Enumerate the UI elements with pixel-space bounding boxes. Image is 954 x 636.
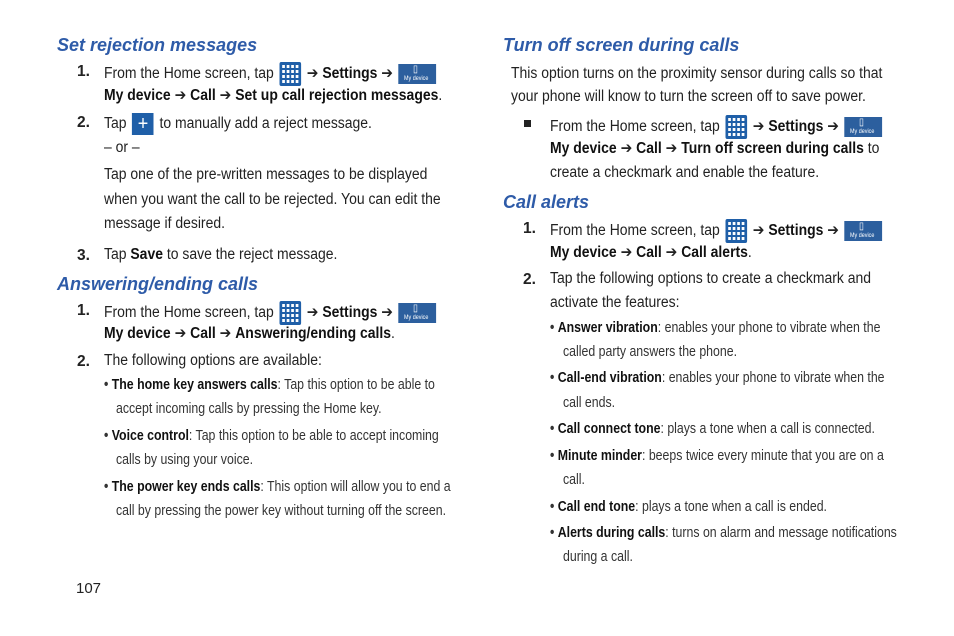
bullet-item [104, 376, 435, 394]
bullet-text-line: during a call. [563, 549, 633, 565]
arrow-icon: ➔ [827, 222, 839, 240]
bullet-item [550, 447, 884, 465]
device-icon-label: My device [404, 315, 429, 321]
settings-label: Settings [768, 118, 824, 136]
step-number: 1. [523, 220, 536, 237]
settings-label: Settings [322, 65, 378, 83]
square-bullet [524, 120, 531, 127]
bullet-text-line: accept incoming calls by pressing the Home key. [116, 401, 382, 417]
arrow-icon: ➔ [381, 65, 393, 83]
step-text-part: to save the reject message. [166, 246, 338, 263]
arrow-icon: ➔ [381, 304, 393, 322]
bullet-text: : plays a tone when a call is ended. [635, 499, 827, 515]
settings-label: Settings [322, 304, 378, 322]
paragraph-line: your phone will know to turn the screen off to save power. [511, 88, 866, 105]
step-number: 1. [77, 302, 90, 319]
my-device-icon: ▯ My device [399, 303, 437, 323]
bullet-text: : plays a tone when a call is connected. [660, 421, 875, 437]
step-text-part: to [867, 140, 880, 157]
bullet-item [550, 319, 880, 337]
arrow-icon: ➔ [752, 118, 765, 136]
step-text: create a checkmark and enable the feature. [550, 164, 820, 181]
step-text-part: Tap [104, 246, 127, 263]
arrow-icon: ➔ [620, 140, 633, 157]
menu-path: My device [104, 87, 171, 104]
bullet-text: : Tap this option to be able to accept incoming [188, 428, 439, 444]
step-text [550, 140, 879, 158]
bullet-text: : Tap this option to be able to [277, 377, 435, 393]
bullet-dot: • [104, 377, 109, 393]
menu-path: Call [636, 244, 662, 261]
menu-path: Call alerts [681, 244, 748, 261]
bullet-title: Call-end vibration [557, 370, 662, 386]
bullet-title: Voice control [111, 428, 189, 444]
bullet-title: The power key ends calls [111, 479, 261, 495]
bullet-title: Alerts during calls [557, 525, 666, 541]
bullet-dot: • [550, 370, 555, 386]
step-text [104, 113, 372, 135]
arrow-icon: ➔ [665, 140, 678, 157]
step-text [104, 246, 337, 264]
paragraph-line: when you want the call to be rejected. You can edit the [104, 191, 441, 208]
settings-label: Settings [768, 222, 824, 240]
bullet-item [104, 427, 439, 445]
bullet-item [550, 420, 875, 438]
section-heading-answering: Answering/ending calls [57, 274, 259, 294]
step-number: 3. [77, 247, 90, 264]
apps-grid-icon [725, 115, 747, 139]
plus-icon: + [132, 113, 154, 135]
bullet-item [550, 369, 885, 387]
menu-path: My device [104, 325, 171, 342]
paragraph-line: Tap one of the pre-written messages to be displayed [104, 166, 428, 183]
bullet-text: : This option will allow you to end a [260, 479, 451, 495]
step-text-part: to manually add a reject message. [159, 115, 372, 133]
step-text [550, 115, 884, 139]
arrow-icon: ➔ [306, 304, 319, 322]
or-separator: – or – [104, 139, 140, 156]
bullet-text: : turns on alarm and message notifications [665, 525, 897, 541]
device-icon-label: My device [404, 76, 429, 82]
bullet-title: Call connect tone [557, 421, 661, 437]
bullet-title: The home key answers calls [111, 377, 278, 393]
arrow-icon: ➔ [219, 87, 232, 104]
step-text-part: From the Home screen, tap [104, 304, 274, 322]
bullet-text-line: calls by using your voice. [116, 452, 254, 468]
apps-grid-icon [279, 301, 301, 325]
step-text [104, 301, 438, 325]
menu-path: Set up call rejection messages [235, 87, 439, 104]
section-heading-call-alerts: Call alerts [503, 192, 590, 212]
device-icon-label: My device [850, 233, 875, 239]
step-text [104, 62, 438, 86]
section-heading-screen-off: Turn off screen during calls [503, 35, 740, 55]
apps-grid-icon [279, 62, 301, 86]
bullet-title: Call end tone [557, 499, 636, 515]
menu-path: My device [550, 244, 617, 261]
step-text-part: From the Home screen, tap [104, 65, 274, 83]
step-text: My device ➔ Call ➔ Call alerts. [550, 244, 752, 261]
step-text-part: From the Home screen, tap [550, 222, 720, 240]
step-number: 2. [77, 353, 90, 370]
section-heading-rejection: Set rejection messages [57, 35, 258, 55]
paragraph-line: message if desired. [104, 215, 225, 232]
bullet-dot: • [104, 428, 109, 444]
step-number: 2. [77, 114, 90, 131]
bullet-text-line: called party answers the phone. [563, 344, 738, 360]
bullet-text-line: call by pressing the power key without turning off the screen. [116, 503, 446, 519]
step-text: My device ➔ Call ➔ Set up call rejection messages. [104, 87, 443, 104]
arrow-icon: ➔ [219, 325, 232, 342]
step-text-part: Tap [104, 115, 127, 133]
menu-path: My device [550, 140, 617, 157]
my-device-icon: ▯ My device [399, 64, 437, 84]
paragraph-line: This option turns on the proximity sensor during calls so that [511, 65, 883, 82]
bullet-text: : enables your phone to vibrate when the [661, 370, 885, 386]
apps-grid-icon [725, 219, 747, 243]
step-number: 2. [523, 271, 536, 288]
step-text: The following options are available: [104, 352, 322, 369]
menu-path: Answering/ending calls [235, 325, 392, 342]
arrow-icon: ➔ [174, 87, 187, 104]
bullet-item [550, 524, 897, 542]
arrow-icon: ➔ [665, 244, 678, 261]
arrow-icon: ➔ [174, 325, 187, 342]
bullet-text: : beeps twice every minute that you are on a [641, 448, 884, 464]
bullet-dot: • [550, 499, 555, 515]
page-number: 107 [76, 580, 102, 597]
menu-path: Call [636, 140, 662, 157]
step-text [550, 219, 884, 243]
menu-path: Turn off screen during calls [681, 140, 864, 157]
bullet-title: Minute minder [557, 448, 642, 464]
step-text: activate the features: [550, 294, 680, 311]
bullet-text: : enables your phone to vibrate when the [657, 320, 881, 336]
arrow-icon: ➔ [827, 118, 839, 136]
bullet-title: Answer vibration [557, 320, 658, 336]
bullet-item [104, 478, 451, 496]
menu-path: Call [190, 325, 216, 342]
bullet-item [550, 498, 827, 516]
step-text: My device ➔ Call ➔ Answering/ending calls. [104, 325, 395, 342]
my-device-icon: ▯ My device [845, 221, 883, 241]
save-label: Save [130, 246, 163, 263]
arrow-icon: ➔ [752, 222, 765, 240]
my-device-icon: ▯ My device [845, 117, 883, 137]
arrow-icon: ➔ [620, 244, 633, 261]
step-number: 1. [77, 63, 90, 80]
bullet-dot: • [104, 479, 109, 495]
device-icon-label: My device [850, 129, 875, 135]
bullet-dot: • [550, 320, 555, 336]
bullet-dot: • [550, 448, 555, 464]
menu-path: Call [190, 87, 216, 104]
arrow-icon: ➔ [306, 65, 319, 83]
bullet-text-line: call ends. [563, 395, 616, 411]
step-text: Tap the following options to create a checkmark and [550, 270, 872, 287]
bullet-text-line: call. [563, 472, 585, 488]
bullet-dot: • [550, 525, 555, 541]
step-text-part: From the Home screen, tap [550, 118, 720, 136]
bullet-dot: • [550, 421, 555, 437]
